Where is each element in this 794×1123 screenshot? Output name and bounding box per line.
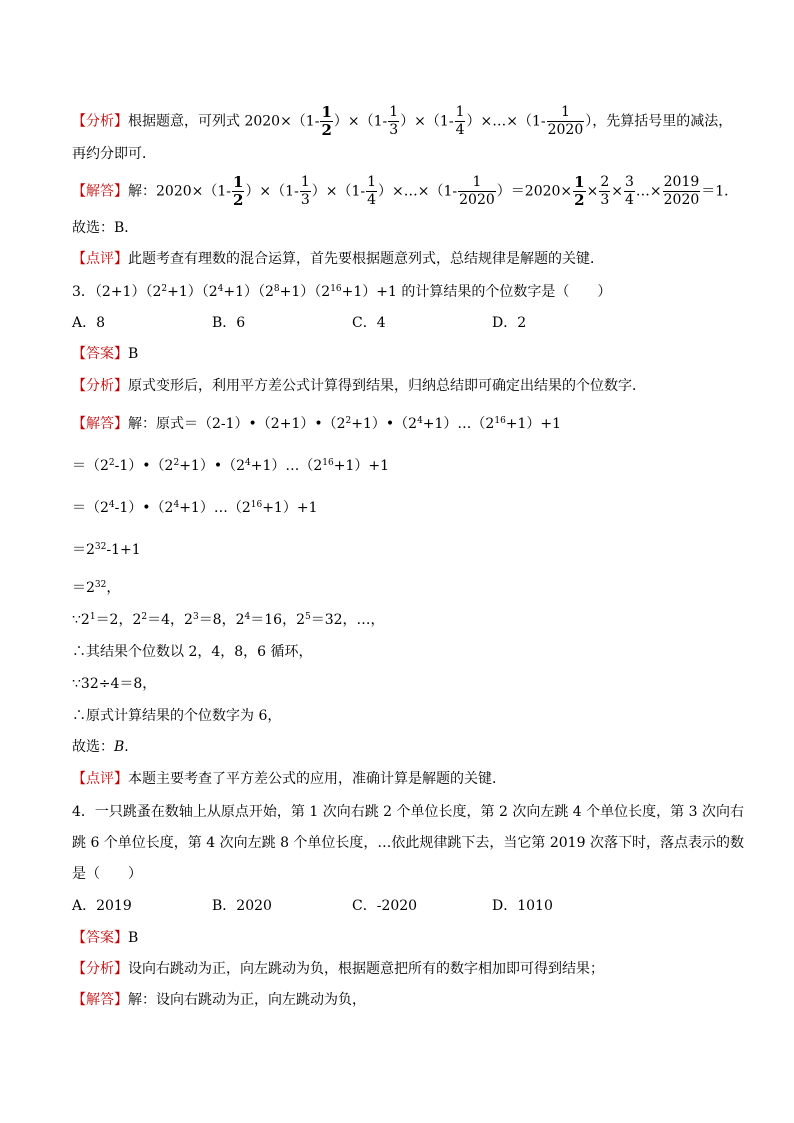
fraction: $\frac{1}{2}$ (321, 103, 332, 139)
answer-tag: 【答案】 (72, 346, 128, 362)
analysis-line: 【分析】原式变形后，利用平方差公式计算得到结果，归纳总结即可确定出结果的个位数字． (72, 378, 646, 394)
option-b: B．2020 (212, 898, 272, 914)
option-d: D．2 (492, 315, 527, 331)
analysis-line-1: 【分析】根据题意，可列式 2020×（1- $\frac{1}{2}$ ）×（1- $\frac{1}{3}$ ）×（1- $\frac{1}{4}$ ）×…×（1- $\frac{1}{2020}$ ），先算括号里的减法， (72, 103, 733, 139)
option-c: C．4 (352, 315, 386, 331)
analysis-tag: 【分析】 (72, 378, 128, 394)
options-q3 (72, 313, 632, 333)
solution-step-1: 【解答】解：原式$=(2-1)•(2+1)•(2^2+1)•(2^4+1)\dots(2^{16}+1)+1$ (72, 416, 562, 432)
solution-step-4: $=2^{32}-1+1$ (72, 542, 141, 558)
fraction: $\frac{2}{3}$ (600, 174, 610, 208)
options-q4 (72, 896, 632, 916)
solution-step-2: $=(2^2-1)•(2^2+1)•(2^4+1)\dots(2^{16}+1)+1$ (72, 458, 390, 474)
comment-line: 【点评】此题考查有理数的混合运算，首先要根据题意列式，总结规律是解题的关键． (72, 251, 604, 267)
fraction: $\frac{3}{4}$ (624, 174, 634, 208)
analysis-tag: 【分析】 (72, 961, 128, 977)
question-4-line-3: 是（ ） (72, 866, 142, 882)
option-a: A．8 (72, 315, 106, 331)
solution-tag: 【解答】 (72, 992, 128, 1008)
comment-tag: 【点评】 (72, 771, 128, 787)
comment-line: 【点评】本题主要考查了平方差公式的应用，准确计算是解题的关键． (72, 771, 506, 787)
fraction: $\frac{1}{2020}$ (459, 174, 495, 208)
fraction: $\frac{1}{3}$ (300, 174, 310, 208)
option-a: A．2019 (72, 898, 132, 914)
solution-step-3: $=(2^4-1)•(2^4+1)\dots(2^{16}+1)+1$ (72, 500, 318, 516)
answer-line: 【答案】B (72, 346, 139, 362)
option-d: D．1010 (492, 898, 553, 914)
solution-tag: 【解答】 (72, 416, 128, 432)
solution-line: 【解答】解：2020×（1- $\frac{1}{2}$ ）×（1- $\frac{1}{3}$ ）×（1- $\frac{1}{4}$ ）×…×（1- $\frac{1}{2020}$ ）＝2020× $\frac{1}{2}$ × $\frac{2}{3}$ × $\frac{3}{4}$ …× $\frac{2019}{2020}$ ＝1． (72, 173, 739, 209)
comment-tag: 【点评】 (72, 251, 128, 267)
choice-line: 故选：B． (72, 220, 139, 236)
solution-step-7: ∴其结果个位数以 2，4，8，6 循环， (72, 644, 313, 660)
fraction: $\frac{1}{2020}$ (547, 104, 584, 138)
solution-step-8: ∵32÷4＝8， (72, 676, 157, 692)
answer-tag: 【答案】 (72, 930, 128, 946)
option-b: B．6 (212, 315, 246, 331)
fraction: $\frac{2019}{2020}$ (663, 174, 700, 208)
solution-step-6: $\because 2^1=2$，$2^2=4$，$2^3=8$，$2^4=16$，$2^5=32$，…， (72, 612, 385, 628)
fraction: $\frac{1}{4}$ (455, 104, 465, 138)
question-4-line-1: 4．一只跳蚤在数轴上从原点开始，第 1 次向右跳 2 个单位长度，第 2 次向左跳 4 个单位长度，第 3 次向右 (72, 804, 744, 820)
choice-line: 故选：B． (72, 739, 139, 755)
solution-step-5: $=2^{32}$， (72, 580, 121, 596)
analysis-tag: 【分析】 (72, 113, 128, 130)
analysis-line: 【分析】设向右跳动为正，向左跳动为负，根据题意把所有的数字相加即可得到结果； (72, 961, 604, 977)
solution-step-9: ∴原式计算结果的个位数字为 6， (72, 708, 282, 724)
question-4-line-2: 跳 6 个单位长度，第 4 次向左跳 8 个单位长度，…依此规律跳下去，当它第 2019 次落下时，落点表示的数 (72, 835, 744, 851)
question-3: 3．$(2+1)(2^2+1)(2^4+1)(2^8+1)(2^{16}+1)+1$ 的计算结果的个位数字是（ ） (72, 284, 612, 300)
solution-line: 【解答】解：设向右跳动为正，向左跳动为负， (72, 992, 366, 1008)
solution-tag: 【解答】 (72, 183, 128, 200)
answer-line: 【答案】B (72, 930, 139, 946)
fraction: $\frac{1}{3}$ (389, 104, 399, 138)
option-c: C．-2020 (352, 898, 418, 914)
analysis-line-2: 再约分即可． (72, 146, 156, 162)
fraction: $\frac{1}{2}$ (574, 173, 585, 209)
fraction: $\frac{1}{2}$ (233, 173, 244, 209)
fraction: $\frac{1}{4}$ (367, 174, 377, 208)
